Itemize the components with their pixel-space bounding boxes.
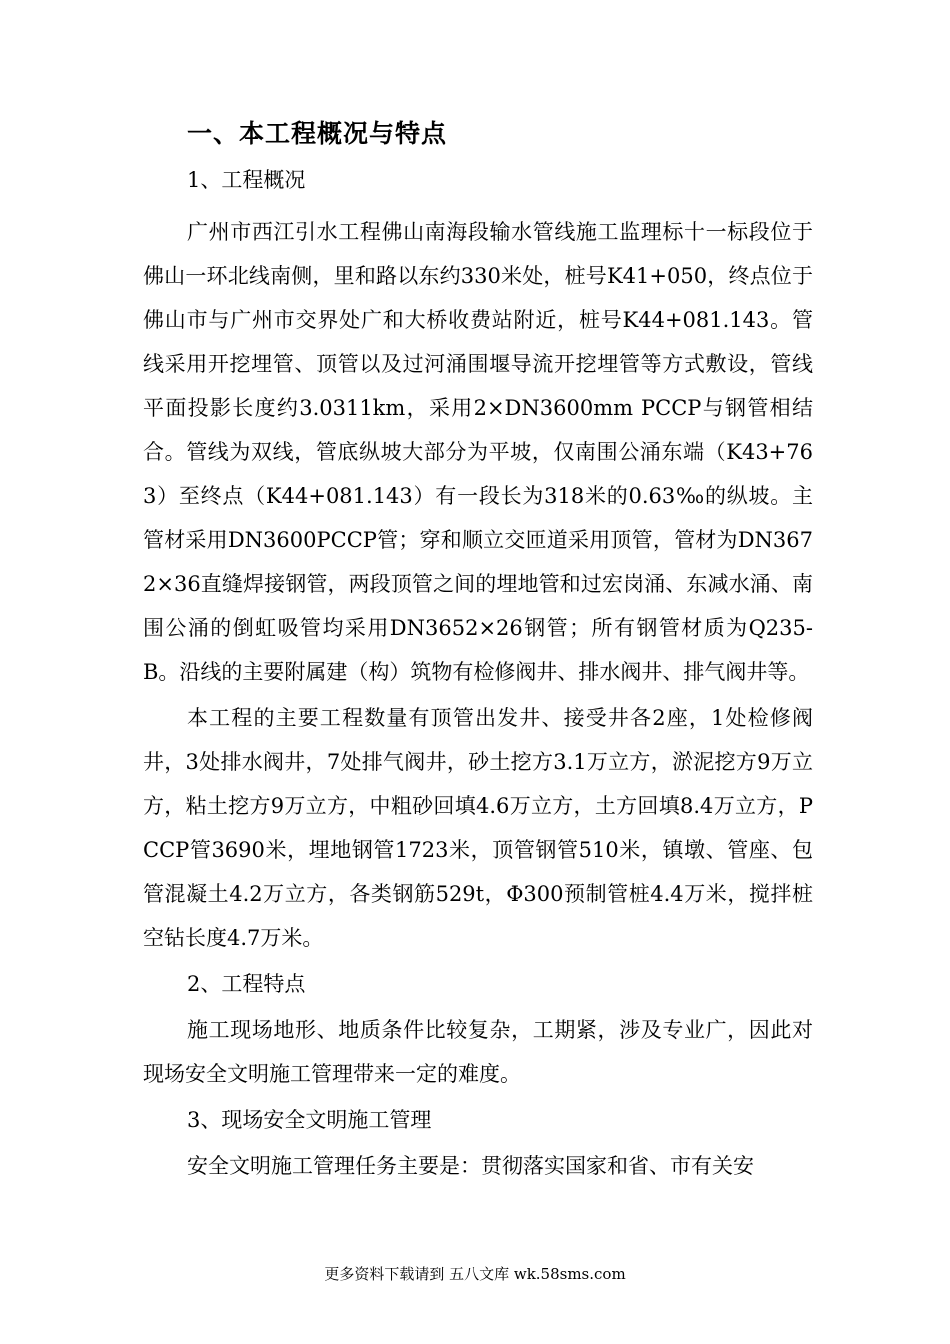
subheading-safety: 3、现场安全文明施工管理 (187, 1108, 432, 1132)
page-footer: 更多资料下载请到 五八文库 wk.58sms.com (324, 1265, 626, 1283)
paragraph-overview: 广州市西江引水工程佛山南海段输水管线施工监理标十一标段位于佛山一环北线南侧，里和路以东约330米处，桩号K41+050，终点位于佛山市与广州市交界处广和大桥收费站附近，桩号K44+081.143。管线采用开挖埋管、顶管以及过河涌围堰导流开挖埋管等方式敷设，管线平面投影长度约3.0311km，采用2×DN3600mm PCCP与钢管相结合。管线为双线，管底纵坡大部分为平坡，仅南围公涌东端（K43+763）至终点（K44+081.143）有一段长为318米的0.63‰的纵坡。主管材采用DN3600PCCP管；穿和顺立交匝道采用顶管，管材为DN3672×36直缝焊接钢管，两段顶管之间的埋地管和过宏岗涌、东减水涌、南围公涌的倒虹吸管均采用DN3652×26钢管；所有钢管材质为Q235-B。沿线的主要附属建（构）筑物有检修阀井、排水阀井、排气阀井等。 (143, 220, 813, 684)
subheading-features: 2、工程特点 (187, 972, 306, 996)
subheading-overview: 1、工程概况 (187, 168, 306, 192)
section-heading: 一、本工程概况与特点 (187, 119, 448, 148)
paragraph-features: 施工现场地形、地质条件比较复杂，工期紧，涉及专业广，因此对现场安全文明施工管理带来一定的难度。 (143, 1018, 813, 1086)
paragraph-quantities: 本工程的主要工程数量有顶管出发井、接受井各2座，1处检修阀井，3处排水阀井，7处排气阀井，砂土挖方3.1万立方，淤泥挖方9万立方，粘土挖方9万立方，中粗砂回填4.6万立方，土方回填8.4万立方，PCCP管3690米，埋地钢管1723米，顶管钢管510米，镇墩、管座、包管混凝土4.2万立方，各类钢筋529t，Φ300预制管桩4.4万米，搅拌桩空钻长度4.7万米。 (143, 706, 813, 950)
paragraph-safety: 安全文明施工管理任务主要是：贯彻落实国家和省、市有关安 (187, 1154, 754, 1178)
document-body (143, 112, 813, 1190)
